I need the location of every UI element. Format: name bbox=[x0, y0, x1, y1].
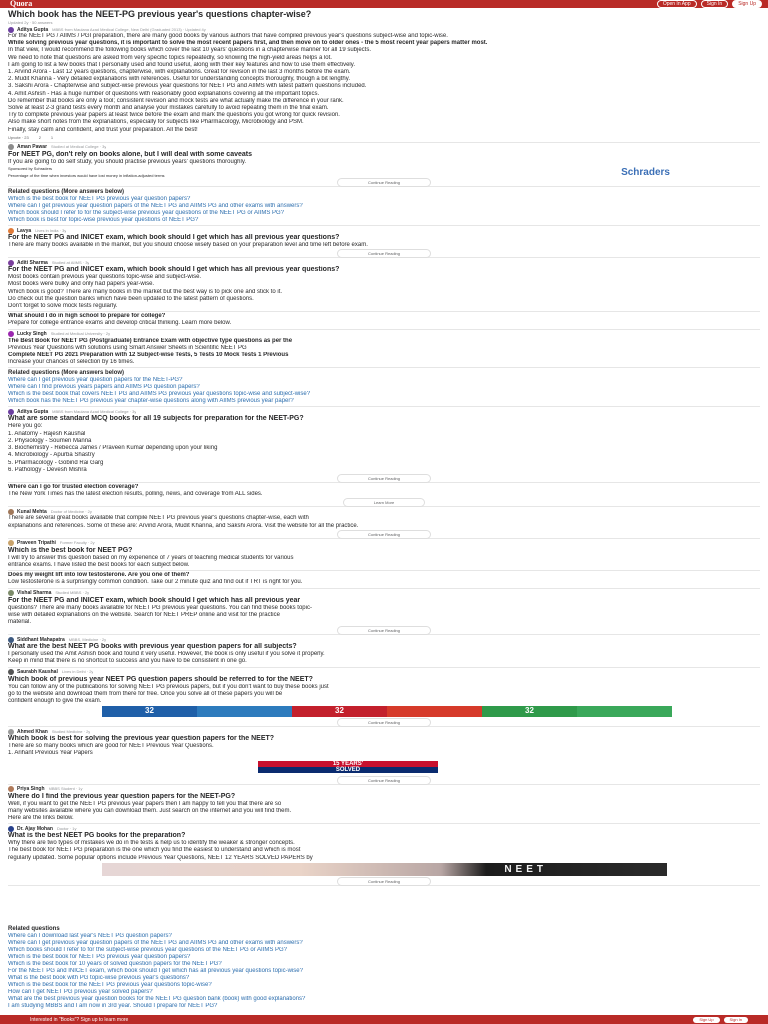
avatar[interactable] bbox=[8, 540, 14, 546]
answer-text: Most books contain previous year questions topic-wise and subject-wise. bbox=[8, 274, 202, 281]
answer-text: I am going to list a few books that I personally used and found useful, along with their key features and how to use them effectively. bbox=[8, 61, 355, 68]
answer-author bbox=[8, 227, 760, 234]
promoted-card[interactable] bbox=[8, 484, 760, 505]
related-link[interactable]: Which is the best book for NEET PG previous year question papers? bbox=[8, 953, 191, 960]
question-title: Which book has the NEET-PG previous year's questions chapter-wise? bbox=[8, 9, 312, 19]
signup-banner-actions bbox=[693, 1017, 748, 1023]
promoted-card[interactable] bbox=[8, 313, 760, 327]
signup-banner bbox=[0, 1015, 768, 1024]
answer-text: regularly updated. Some popular options include Previous Year Questions, NEET 12 YEARS SOLVED PAPERS by bbox=[8, 854, 313, 861]
related-link[interactable]: Which is the best book that covers NEET PG and AIIMS PG previous year questions topic-wise and subject-wise? bbox=[8, 391, 311, 398]
avatar[interactable] bbox=[8, 27, 14, 33]
answer-text: For the NEET PG / AIIMS / PGI preparation, there are many good books by various authors that have compiled previous year's questions subject-wise and topic-wise. bbox=[8, 33, 448, 39]
ad-line: Percentage of the time when investors would have lost money in inflation-adjusted terms bbox=[8, 173, 165, 179]
answer-text: There are several great books available that compile NEET PG previous year's questions chapter-wise, each with bbox=[8, 515, 309, 522]
related-link[interactable]: Where can I get previous year question papers of the NEET PG and AIIMS PG and other exams with answers? bbox=[8, 203, 303, 210]
continue-reading[interactable]: Continue Reading bbox=[8, 178, 760, 185]
answer-text: The best book for NEET PG preparation is the one which you find the easiest to understand and which is most bbox=[8, 847, 301, 854]
related-link[interactable]: Which book should I refer to for the subject-wise previous year questions of the NEET PG or AIIMS PG? bbox=[8, 210, 285, 217]
related-link[interactable]: Which is the best book for the NEET PG previous year questions topic-wise? bbox=[8, 981, 212, 988]
author-credential: Studied at Medical College · 3y bbox=[51, 144, 107, 150]
author-name[interactable]: Aman Pawar bbox=[17, 144, 48, 151]
related-link[interactable]: What are the best previous year question books for the NEET PG question bank (book) with good explanations? bbox=[8, 995, 306, 1002]
related-link[interactable]: Where can I get previous year question papers of the NEET PG and AIIMS PG and other exams with answers? bbox=[8, 939, 303, 946]
author-name[interactable]: Vishal Sharma bbox=[17, 590, 52, 597]
answer-card bbox=[8, 540, 760, 569]
answer-author bbox=[8, 590, 760, 597]
author-credential: Doctor of Medicine · 2y bbox=[50, 508, 92, 514]
related-link[interactable]: Where can I get previous year question papers for the NEET-PG? bbox=[8, 377, 183, 384]
answer-text: explanations and references. Some of these are: Arvind Arora, Mudit Khanna, and Sakshi Arora. Visit the website for all the practice. bbox=[8, 522, 359, 529]
related-link[interactable]: Which is the best book for NEET PG previous year question papers? bbox=[8, 196, 191, 203]
answer-author bbox=[8, 26, 760, 33]
answer-card bbox=[8, 259, 760, 310]
author-credential: Studied Medicine · 2y bbox=[51, 728, 91, 734]
answer-text: 6. Pathology - Devesh Mishra bbox=[8, 466, 87, 473]
answer-actions bbox=[8, 134, 760, 141]
continue-reading[interactable]: Continue Reading bbox=[8, 249, 760, 256]
answer-text: material. bbox=[8, 618, 32, 625]
avatar[interactable] bbox=[8, 409, 14, 415]
related-questions bbox=[8, 370, 760, 405]
avatar[interactable] bbox=[8, 331, 14, 337]
author-credential: Studied at Medical University · 2y bbox=[50, 331, 111, 337]
answer-card bbox=[8, 786, 760, 823]
share-button[interactable]: 1 bbox=[50, 134, 54, 140]
answer-text: Try to complete previous year papers at least twice before the exam and mark the questions you got wrong for quick revision. bbox=[8, 112, 340, 119]
continue-reading[interactable]: Continue Reading bbox=[8, 776, 760, 783]
author-credential: Former Faculty · 2y bbox=[59, 540, 95, 546]
related-heading: Related questions bbox=[8, 925, 60, 932]
answer-text: While solving previous year questions, it is important to solve the most recent papers first, and then move on to older ones - the 5 most recent year papers matter most. bbox=[8, 40, 488, 47]
answer-text: Do check out the question banks which have been updated to the latest pattern of questions. bbox=[8, 295, 254, 302]
author-credential: MBBS from Maulana Azad Medical College · 3y bbox=[52, 408, 137, 414]
answer-card bbox=[8, 26, 760, 141]
author-name[interactable]: Siddhant Mahapatra bbox=[17, 636, 65, 643]
author-credential: Lives in India · 3y bbox=[35, 227, 67, 233]
answer-card bbox=[8, 227, 760, 256]
answer-text: If you are going to do self study, you should practise previous years' questions thoroughly. bbox=[8, 158, 247, 165]
answer-author bbox=[8, 825, 760, 832]
comment-button[interactable]: 2 bbox=[38, 134, 41, 140]
avatar[interactable] bbox=[8, 786, 14, 792]
answer-author bbox=[8, 408, 760, 415]
answer-text: For the NEET PG and INICET exam, which book should I get which has all previous year questions? bbox=[8, 234, 340, 242]
avatar[interactable] bbox=[8, 260, 14, 266]
answer-text: Here are the links below. bbox=[8, 814, 74, 821]
divider bbox=[8, 142, 760, 143]
answer-text: Here you go: bbox=[8, 423, 43, 430]
book-cover-image: 15 YEARS' SOLVED bbox=[258, 760, 438, 774]
author-credential: Doctor · 1y bbox=[56, 825, 77, 831]
answer-text: For the NEET PG and INICET exam, which book should I get which has all previous year bbox=[8, 596, 301, 604]
promoted-card[interactable] bbox=[8, 572, 760, 586]
answers-feed bbox=[8, 25, 760, 1015]
promoted-text: Prepare for college entrance exams and develop critical thinking. Learn more below. bbox=[8, 320, 232, 327]
avatar[interactable] bbox=[8, 669, 14, 675]
answer-author bbox=[8, 636, 760, 643]
avatar[interactable] bbox=[8, 590, 14, 596]
continue-reading[interactable]: Continue Reading bbox=[8, 530, 760, 537]
related-link[interactable]: Where can I download last year's NEET PG question papers? bbox=[8, 932, 172, 939]
continue-reading[interactable]: Continue Reading bbox=[8, 626, 760, 633]
divider bbox=[8, 329, 760, 330]
related-link[interactable]: Which book has the NEET PG previous year chapter-wise questions along with AIIMS previous year paper? bbox=[8, 398, 294, 405]
author-credential: MBBS Student · 1y bbox=[48, 786, 83, 792]
answer-author bbox=[8, 259, 760, 266]
answer-text: I personally used the Amit Ashish book and found it very useful. However, the book is only useful if you solve it properly. bbox=[8, 651, 325, 658]
answer-card bbox=[8, 590, 760, 634]
answer-text: 2. Mudit Khanna - Very detailed explanations with references. Useful for understanding concepts thoroughly, though a bit lengthy. bbox=[8, 76, 350, 83]
signup-banner-text: Interested in "Books"? Sign up to learn more bbox=[30, 1016, 129, 1023]
answer-card bbox=[8, 508, 760, 536]
avatar[interactable] bbox=[8, 729, 14, 735]
answer-text: Don't forget to solve mock tests regularly. bbox=[8, 303, 118, 310]
avatar[interactable] bbox=[8, 228, 14, 234]
answer-text: Finally, stay calm and confident, and trust your preparation. All the best! bbox=[8, 126, 198, 133]
author-name[interactable]: Dr. Ajay Mohan bbox=[17, 825, 53, 832]
banner-sign-in-button[interactable]: Sign In bbox=[724, 1017, 748, 1023]
related-link[interactable]: For the NEET PG and INICET exam, which book should I get which has all previous year questions topic-wise? bbox=[8, 967, 303, 974]
answer-text: 4. Amit Ashish - Has a huge number of questions with reasonably good explanations covering all the important topics. bbox=[8, 90, 320, 97]
author-credential: Studied at AIIMS · 3y bbox=[51, 259, 90, 265]
schraders-logo[interactable]: Schraders bbox=[621, 166, 670, 178]
answer-author bbox=[8, 786, 760, 793]
promoted-title[interactable]: What should I do in high school to prepare for college? bbox=[8, 313, 166, 320]
avatar[interactable] bbox=[8, 826, 14, 832]
answer-author bbox=[8, 331, 760, 338]
answer-text: Keep in mind that there is no shortcut to success and you have to be consistent in one go. bbox=[8, 658, 247, 665]
answer-text: For the NEET PG and INICET exam, which book should I get which has all previous year questions? bbox=[8, 266, 340, 274]
avatar[interactable] bbox=[8, 509, 14, 515]
continue-reading[interactable]: Continue Reading bbox=[8, 877, 760, 884]
answer-text: Complete NEET PG 2021 Preparation with 12 Subject-wise Tests, 5 Tests 10 Mock Tests 1 Previous bbox=[8, 352, 289, 359]
author-credential: MBBS from Maulana Azad Medical College, New Delhi (Graduated 2013) · Updated 4y bbox=[52, 26, 206, 32]
author-name[interactable]: Aditya Gupta bbox=[17, 408, 49, 415]
answer-text: Increase your chances of selection by 16 times. bbox=[8, 359, 135, 366]
divider bbox=[8, 406, 760, 407]
related-questions bbox=[8, 189, 760, 224]
related-link[interactable]: Where can I find previous years papers and AIIMS PG question papers? bbox=[8, 384, 200, 391]
answer-text: Also make short notes from the explanations, especially for subjects like Pharmacology, Microbiology and PSM. bbox=[8, 119, 304, 126]
answer-text: There are many books available in the market, but you should choose wisely based on your preparation level and time left before exam. bbox=[8, 242, 368, 249]
author-name[interactable]: Ahmed Khan bbox=[17, 728, 48, 735]
promoted-text: Low testosterone is a surprisingly common condition. Take our 2 minute quiz and find out if TRT is right for you. bbox=[8, 579, 303, 586]
answer-text: wise with detailed explanations on the website. Search for NEET PREP online and visit for the practice bbox=[8, 611, 280, 618]
avatar[interactable] bbox=[8, 637, 14, 643]
top-bar bbox=[0, 0, 768, 8]
ad-sponsor: Sponsored by Schraders bbox=[8, 165, 53, 171]
books-image: 32 32 32 bbox=[102, 706, 672, 717]
divider bbox=[8, 367, 760, 368]
neet-banner-image: NEET bbox=[102, 863, 667, 876]
answer-text: I will try to answer this question based on my experience of 7 years of teaching medical students for various bbox=[8, 554, 294, 561]
answer-text: Which book of previous year NEET PG question papers should be referred to for the NEET? bbox=[8, 675, 313, 683]
divider bbox=[8, 570, 760, 571]
author-name[interactable]: Aditi Sharma bbox=[17, 259, 48, 266]
answer-text: The Best Book for NEET PG (Postgraduate) Entrance Exam with objective type questions as per the bbox=[8, 337, 293, 344]
answer-text: Which book is good? There are many books in the market but the best way is to pick one and stick to it. bbox=[8, 288, 283, 295]
divider bbox=[8, 225, 760, 226]
answer-text: Most books were bulky and only had papers year-wise. bbox=[8, 281, 155, 288]
answer-author bbox=[8, 669, 760, 676]
author-credential: Studied MBBS · 2y bbox=[55, 590, 90, 596]
ad-banner[interactable] bbox=[8, 166, 760, 178]
answer-text: 4. Microbiology - Apurba Shastry bbox=[8, 452, 95, 459]
related-questions bbox=[8, 926, 760, 1010]
question-meta: Updated 2y · 50 answers bbox=[8, 20, 53, 25]
answer-text: There are so many books which are good for NEET Previous Year Questions. bbox=[8, 743, 214, 750]
answer-text: 5. Pharmacology - Gobind Rai Garg bbox=[8, 459, 104, 466]
answer-card bbox=[8, 825, 760, 884]
related-link[interactable]: How can I get NEET PG previous year solved papers? bbox=[8, 988, 153, 995]
divider bbox=[8, 588, 760, 589]
sign-up-button[interactable]: Sign Up bbox=[732, 0, 762, 8]
sign-in-button[interactable]: Sign In bbox=[701, 0, 729, 8]
promoted-text: The New York Times has the latest election results, polling, news, and coverage from ALL sides. bbox=[8, 491, 263, 498]
answer-text: You can follow any of the publications for solving NEET PG previous papers, but if you don't want to buy these books just bbox=[8, 683, 329, 690]
answer-text: In that view, I would recommend the following books which cover the last 10 years' questions in a chapterwise manner for all 19 subjects. bbox=[8, 47, 371, 54]
related-link[interactable]: Which is the best book for 10 years of solved question papers for the NEET PG? bbox=[8, 960, 222, 967]
answer-text: 2. Physiology - Soumen Manna bbox=[8, 437, 92, 444]
answer-text: confident enough to give the exam. bbox=[8, 697, 102, 704]
answer-text: many websites available where you can download them. Just search on the internet and you will find them. bbox=[8, 807, 292, 814]
answer-text: 1. Anatomy - Rajesh Kaushal bbox=[8, 430, 86, 437]
learn-more-button[interactable]: Learn More bbox=[8, 498, 760, 505]
related-link[interactable]: What is the best book with PG topic-wise previous year's questions? bbox=[8, 974, 190, 981]
answer-text: entrance exams. I have listed the best books for each subject below. bbox=[8, 561, 190, 568]
answer-text: 3. Sakshi Arora - Chapterwise and subject-wise previous year questions for NEET PG and AIIMS with latest pattern questions included. bbox=[8, 83, 367, 90]
author-name[interactable]: Praveen Tripathi bbox=[17, 540, 56, 547]
divider bbox=[8, 667, 760, 668]
answer-card bbox=[8, 144, 760, 185]
answer-text: questions? There are many books available for NEET PG previous year questions. You can find these books topic- bbox=[8, 604, 312, 611]
answer-text: 3. Biochemistry - Rebecca James / Praveen Kumar depending upon your liking bbox=[8, 445, 218, 452]
answer-text: 1. Arihant Previous Year Papers bbox=[8, 750, 93, 757]
answer-card bbox=[8, 669, 760, 726]
answer-card bbox=[8, 331, 760, 367]
answer-text: Which book is best for solving the previous year question papers for the NEET? bbox=[8, 735, 275, 743]
related-heading: Related questions (More answers below) bbox=[8, 189, 125, 196]
answer-text: Do remember that books are only a tool; consistent revision and mock tests are what actually make the difference in your rank. bbox=[8, 97, 344, 104]
answer-text: Where do I find the previous year question papers for the NEET-PG? bbox=[8, 792, 236, 800]
author-credential: MBBS, Medicine · 2y bbox=[68, 636, 107, 642]
answer-text: What are the best NEET PG books with previous year question papers for all subjects? bbox=[8, 643, 297, 651]
header-actions bbox=[657, 0, 762, 8]
answer-author bbox=[8, 540, 760, 547]
related-link[interactable]: Which books should I refer to for the subject-wise previous year questions of the NEET PG or AIIMS PG? bbox=[8, 946, 288, 953]
related-link[interactable]: I am studying MBBS and I am now in 3rd year. Should I prepare for NEET PG? bbox=[8, 1002, 218, 1009]
avatar[interactable] bbox=[8, 144, 14, 150]
continue-reading[interactable]: Continue Reading bbox=[8, 718, 760, 725]
answer-text: We need to note that questions are asked from very specific topics repeatedly, so knowing the high-yield areas helps a lot. bbox=[8, 54, 332, 61]
continue-reading[interactable]: Continue Reading bbox=[8, 474, 760, 481]
divider bbox=[8, 823, 760, 824]
answer-card bbox=[8, 728, 760, 782]
author-credential: Lives in Delhi · 2y bbox=[61, 669, 94, 675]
divider bbox=[8, 311, 760, 312]
banner-sign-up-button[interactable]: Sign Up bbox=[693, 1017, 719, 1023]
answer-text: Previous Year Questions with solutions using Smart Answer Sheets in Scientific NEET PG bbox=[8, 344, 247, 351]
quora-logo[interactable]: Quora bbox=[10, 0, 33, 8]
author-name[interactable]: Lavya bbox=[17, 227, 32, 234]
answer-text: For NEET PG, don't rely on books alone, but I will deal with some caveats bbox=[8, 150, 252, 158]
answer-author bbox=[8, 144, 760, 151]
upvote-button[interactable]: Upvote · 23 bbox=[8, 134, 29, 140]
author-name[interactable]: Lucky Singh bbox=[17, 331, 47, 338]
answer-text: 1. Arvind Arora - Last 12 years questions, chapterwise, with explanations. Great for revision in the last 3 months before the exam. bbox=[8, 69, 351, 76]
author-name[interactable]: Aditya Gupta bbox=[17, 26, 49, 33]
answer-text: Solve at least 2-3 grand tests every month and analyse your mistakes carefully to avoid repeating them in the final exam. bbox=[8, 105, 329, 112]
answer-text: What are some standard MCQ books for all 19 subjects for preparation for the NEET-PG? bbox=[8, 415, 304, 423]
promoted-title[interactable]: Where can I go for trusted election coverage? bbox=[8, 483, 139, 490]
promoted-title[interactable]: Does my weight lift into low testosterone. Are you one of them? bbox=[8, 572, 190, 579]
answer-card bbox=[8, 408, 760, 480]
related-link[interactable]: Which book is best for topic-wise previous year questions of NEET PG? bbox=[8, 217, 199, 224]
author-name[interactable]: Priya Singh bbox=[17, 786, 45, 793]
answer-text: Why there are two types of mistakes we do in the tests & help us to identify the weaker & stronger concepts. bbox=[8, 840, 295, 847]
answer-text: Well, if you want to get the NEET PG previous year papers then I am happy to tell you that there are so bbox=[8, 800, 282, 807]
answer-author bbox=[8, 728, 760, 735]
answer-text: What is the best NEET PG books for the preparation? bbox=[8, 832, 186, 840]
answer-text: go to the website and download them from there for free. Once you solve all of these papers you will be bbox=[8, 690, 283, 697]
answer-card bbox=[8, 636, 760, 665]
author-name[interactable]: Saurabh Kaushal bbox=[17, 669, 58, 676]
related-heading: Related questions (More answers below) bbox=[8, 370, 125, 377]
answer-author bbox=[8, 508, 760, 515]
answer-text: Which is the best book for NEET PG? bbox=[8, 546, 133, 554]
author-name[interactable]: Kunal Mehta bbox=[17, 508, 47, 515]
open-in-app-button[interactable]: Open In App bbox=[657, 0, 697, 8]
